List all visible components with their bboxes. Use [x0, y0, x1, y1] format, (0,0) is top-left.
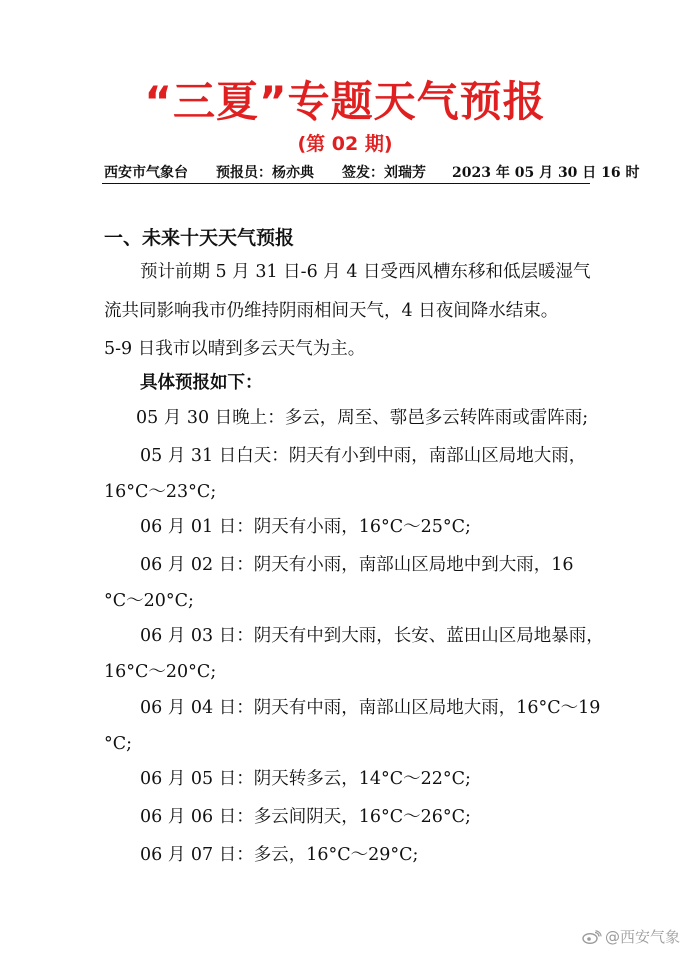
intro-line-2: 流共同影响我市仍维持阴雨相间天气，4 日夜间降水结束。	[104, 301, 559, 321]
watermark-text: @西安气象	[604, 928, 680, 946]
watermark	[582, 926, 680, 948]
meta-forecaster: 预报员：杨亦典	[216, 165, 314, 181]
header-divider	[102, 183, 590, 184]
issue-number: (第 02 期)	[297, 133, 393, 155]
forecast-line: 06 月 02 日：阴天有小雨，南部山区局地中到大雨，16	[140, 555, 574, 575]
weibo-icon	[582, 930, 602, 944]
meta-date: 2023 年 05 月 30 日 16 时	[452, 165, 640, 181]
forecast-line: 06 月 05 日：阴天转多云，14°C～22°C;	[140, 769, 471, 789]
meta-org: 西安市气象台	[104, 165, 188, 181]
forecast-line: °C～20°C;	[104, 591, 194, 611]
meta-signer: 签发：刘瑞芳	[342, 165, 426, 181]
forecast-subheading: 具体预报如下：	[140, 373, 263, 393]
forecast-line: 06 月 04 日：阴天有中雨，南部山区局地大雨，16°C～19	[140, 698, 601, 718]
forecast-line: 06 月 06 日：多云间阴天，16°C～26°C;	[140, 807, 471, 827]
forecast-line: 16°C～23°C;	[104, 482, 217, 502]
intro-line-3: 5-9 日我市以晴到多云天气为主。	[104, 339, 366, 359]
forecast-line: 06 月 03 日：阴天有中到大雨，长安、蓝田山区局地暴雨，	[140, 626, 604, 646]
forecast-line: °C;	[104, 734, 133, 754]
section-heading: 一、未来十天天气预报	[104, 227, 295, 249]
forecast-line: 05 月 31 日白天：阴天有小到中雨，南部山区局地大雨，	[140, 446, 587, 466]
page-title: “三夏”专题天气预报	[144, 77, 546, 126]
forecast-line: 05 月 30 日晚上：多云，周至、鄠邑多云转阵雨或雷阵雨;	[136, 408, 589, 428]
intro-line-1: 预计前期 5 月 31 日-6 月 4 日受西风槽东移和低层暖湿气	[140, 262, 591, 282]
forecast-line: 06 月 01 日：阴天有小雨，16°C～25°C;	[140, 517, 471, 537]
forecast-line: 16°C～20°C;	[104, 662, 217, 682]
forecast-line: 06 月 07 日：多云，16°C～29°C;	[140, 845, 419, 865]
